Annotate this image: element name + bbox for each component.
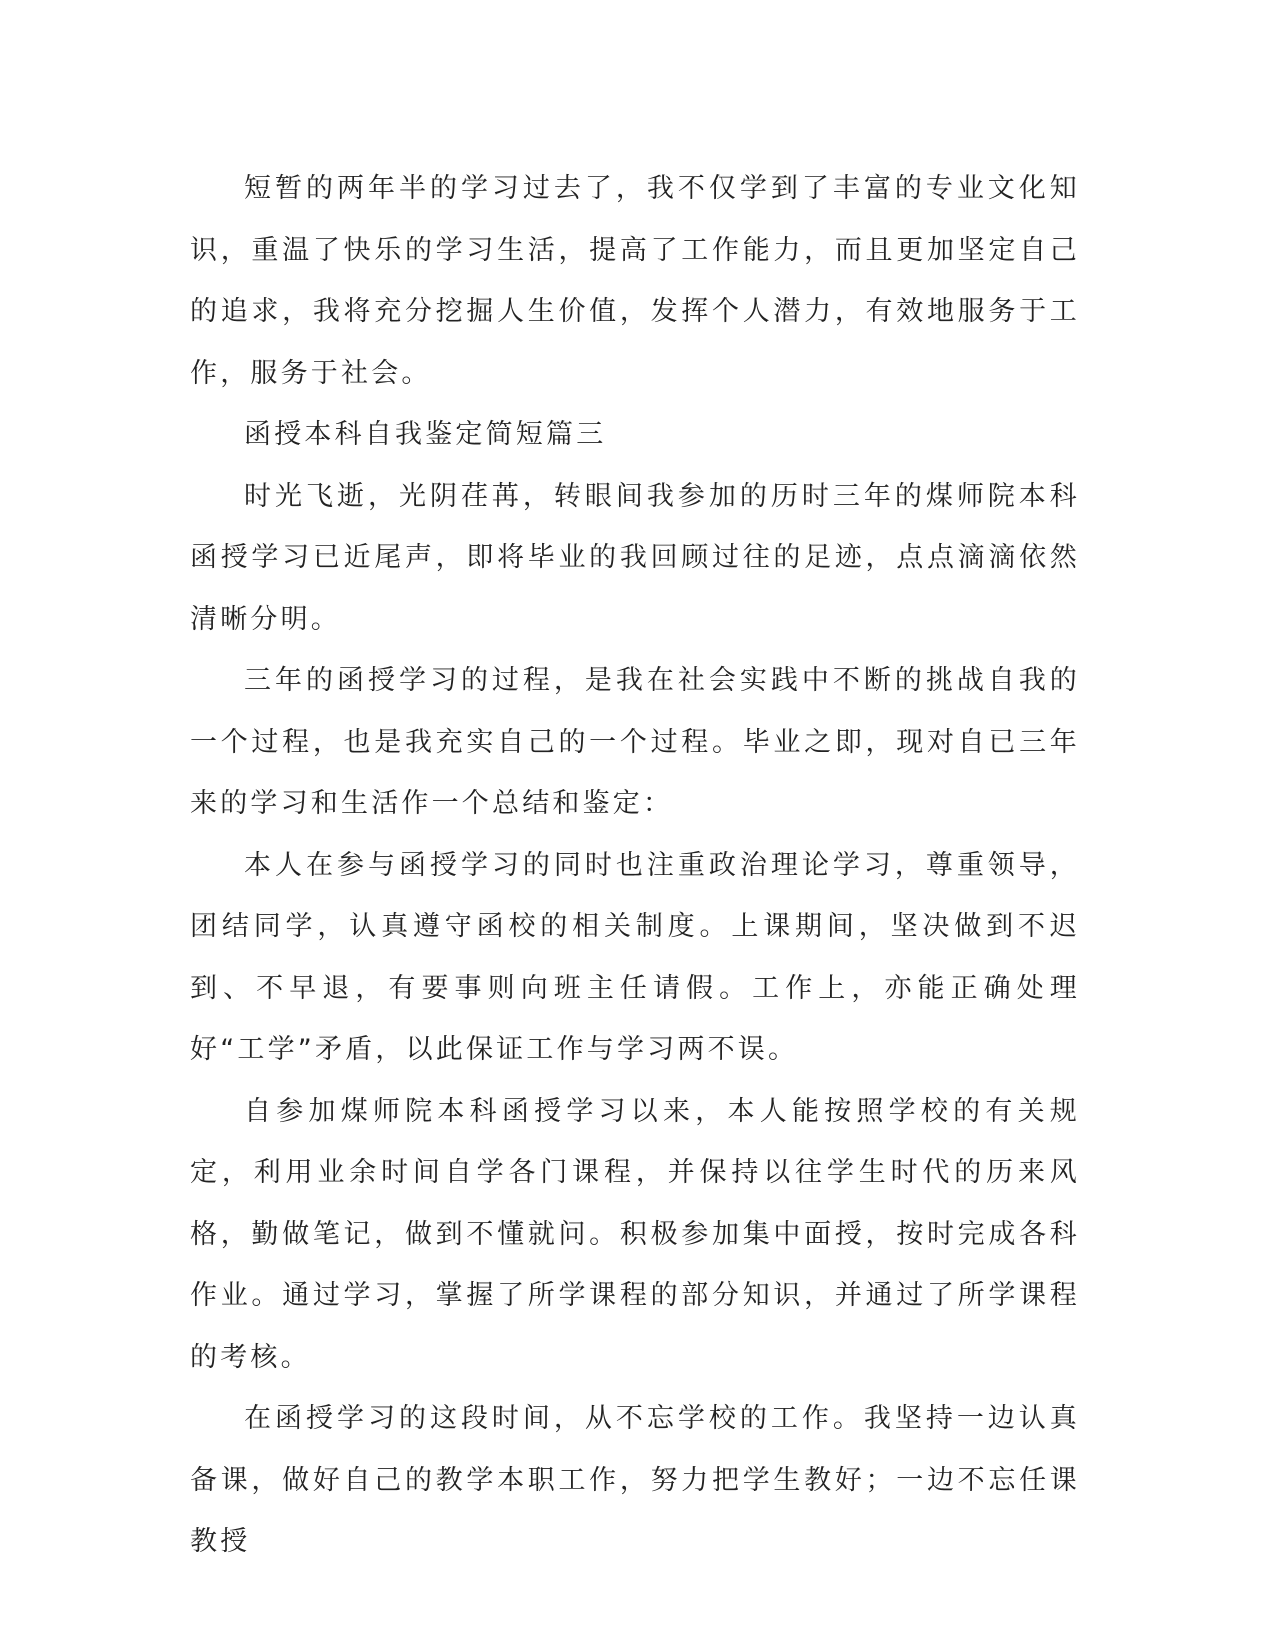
paragraph-1: 短暂的两年半的学习过去了，我不仅学到了丰富的专业文化知识，重温了快乐的学习生活，提高了工作能力，而且更加坚定自己的追求，我将充分挖掘人生价值，发挥个人潜力，有效地服务于工作，服务于社会。 bbox=[190, 173, 1080, 389]
document-body bbox=[190, 158, 1080, 1573]
paragraph-2: 时光飞逝，光阴荏苒，转眼间我参加的历时三年的煤师院本科函授学习已近尾声，即将毕业的我回顾过往的足迹，点点滴滴依然清晰分明。 bbox=[190, 480, 1080, 635]
paragraph-3: 三年的函授学习的过程，是我在社会实践中不断的挑战自我的一个过程，也是我充实自己的一个过程。毕业之即，现对自已三年来的学习和生活作一个总结和鉴定： bbox=[190, 665, 1080, 819]
section-heading: 函授本科自我鉴定简短篇三 bbox=[244, 419, 607, 450]
paragraph-5: 自参加煤师院本科函授学习以来，本人能按照学校的有关规定，利用业余时间自学各门课程，并保持以往学生时代的历来风格，勤做笔记，做到不懂就问。积极参加集中面授，按时完成各科作业。通过学习，掌握了所学课程的部分知识，并通过了所学课程的考核。 bbox=[190, 1095, 1080, 1373]
paragraph-6: 在函授学习的这段时间，从不忘学校的工作。我坚持一边认真备课，做好自己的教学本职工作，努力把学生教好；一边不忘任课教授 bbox=[190, 1403, 1080, 1557]
paragraph-4: 本人在参与函授学习的同时也注重政治理论学习，尊重领导，团结同学，认真遵守函校的相关制度。上课期间，坚决做到不迟到、不早退，有要事则向班主任请假。工作上，亦能正确处理好“工学”矛盾，以此保证工作与学习两不误。 bbox=[190, 849, 1080, 1065]
